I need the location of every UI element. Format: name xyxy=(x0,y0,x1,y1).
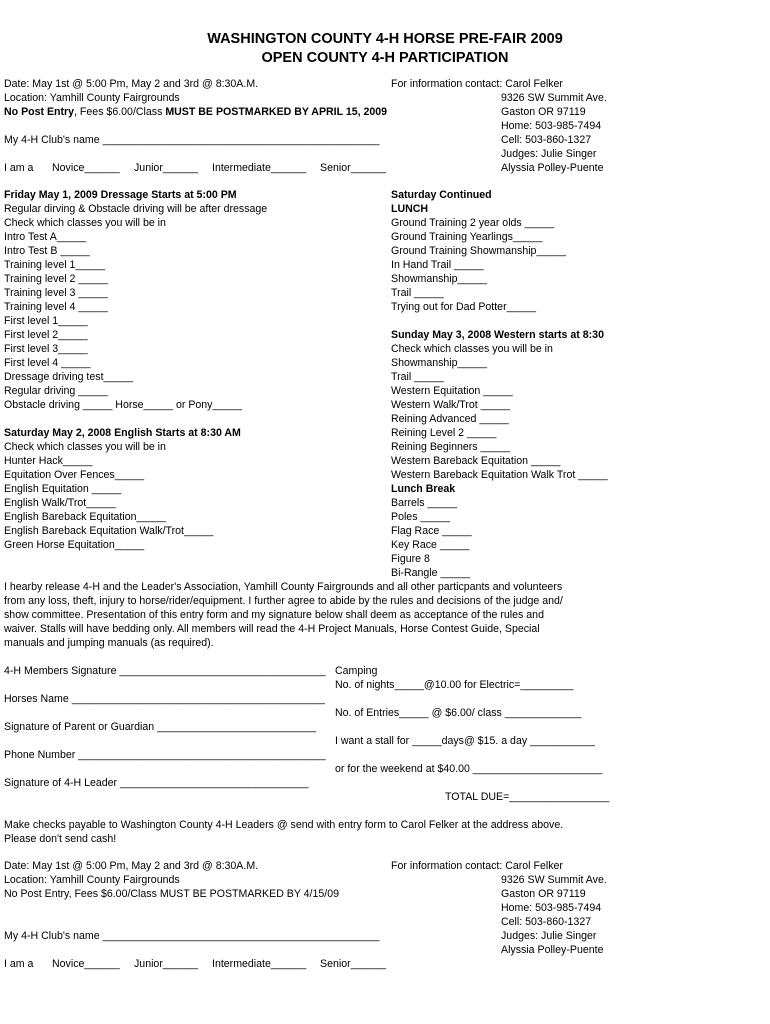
level-senior[interactable]: Senior______ xyxy=(320,162,386,174)
friday-line: Regular dirving & Obstacle driving will be after dressage xyxy=(4,203,268,215)
class-entry[interactable]: Ground Training Yearlings_____ xyxy=(391,231,543,243)
saturday-line: Check which classes you will be in xyxy=(4,441,166,453)
stub-contact-home-phone: Home: 503-985-7494 xyxy=(501,902,602,914)
postmark-deadline: MUST BE POSTMARKED BY APRIL 15, 2009 xyxy=(165,106,388,118)
sunday-heading: Sunday May 3, 2008 Western starts at 8:30 xyxy=(391,329,604,341)
stub-level-novice[interactable]: Novice______ xyxy=(52,958,120,970)
level-novice[interactable]: Novice______ xyxy=(52,162,120,174)
fees-text: , Fees $6.00/Class xyxy=(74,106,166,118)
entries-count-field[interactable]: No. of Entries_____ @ $6.00/ class _____________ xyxy=(335,707,582,719)
release-text: manuals and jumping manuals (as required). xyxy=(4,637,214,649)
class-entry[interactable]: Key Race _____ xyxy=(391,539,470,551)
stub-event-date: Date: May 1st @ 5:00 Pm, May 2 and 3rd @ 8:30A.M. xyxy=(4,860,259,872)
class-entry[interactable]: Hunter Hack_____ xyxy=(4,455,93,467)
release-text: show committee. Presentation of this entry form and my signature below shall deem as acceptance of the rules and xyxy=(4,609,544,621)
class-entry[interactable]: Intro Test A_____ xyxy=(4,231,87,243)
class-entry[interactable]: Reining Advanced _____ xyxy=(391,413,509,425)
stub-club-name-field[interactable]: My 4-H Club's name _______________________________________________ xyxy=(4,930,380,942)
class-entry[interactable]: Regular driving _____ xyxy=(4,385,108,397)
event-location: Location: Yamhill County Fairgrounds xyxy=(4,92,180,104)
contact-city: Gaston OR 97119 xyxy=(501,106,586,118)
class-entry[interactable]: Western Bareback Equitation _____ xyxy=(391,455,561,467)
post-entry-notice xyxy=(4,106,387,119)
form-title: WASHINGTON COUNTY 4-H HORSE PRE-FAIR 2009 xyxy=(207,31,563,47)
class-entry[interactable]: English Equitation _____ xyxy=(4,483,122,495)
class-entry[interactable]: Training level 4 _____ xyxy=(4,301,108,313)
contact-label: For information contact: Carol Felker xyxy=(391,78,563,90)
level-label: I am a xyxy=(4,162,34,174)
phone-number-field[interactable]: Phone Number __________________________________________ xyxy=(4,749,326,761)
judge-second: Alyssia Polley-Puente xyxy=(501,162,604,174)
parent-signature-field[interactable]: Signature of Parent or Guardian ___________________________ xyxy=(4,721,317,733)
class-entry[interactable]: Obstacle driving _____ Horse_____ or Pony_____ xyxy=(4,399,242,411)
stub-level-senior[interactable]: Senior______ xyxy=(320,958,386,970)
class-entry[interactable]: English Walk/Trot_____ xyxy=(4,497,116,509)
class-entry[interactable]: Ground Training Showmanship_____ xyxy=(391,245,566,257)
class-entry[interactable]: English Bareback Equitation_____ xyxy=(4,511,166,523)
no-cash-notice: Please don't send cash! xyxy=(4,833,117,845)
camping-nights-field[interactable]: No. of nights_____@10.00 for Electric=_________ xyxy=(335,679,574,691)
class-entry[interactable]: Intro Test B _____ xyxy=(4,245,90,257)
class-entry[interactable]: In Hand Trail _____ xyxy=(391,259,484,271)
level-intermediate[interactable]: Intermediate______ xyxy=(212,162,307,174)
friday-line: Check which classes you will be in xyxy=(4,217,166,229)
friday-heading: Friday May 1, 2009 Dressage Starts at 5:00 PM xyxy=(4,189,237,201)
class-entry[interactable]: Flag Race _____ xyxy=(391,525,472,537)
class-entry[interactable]: Ground Training 2 year olds _____ xyxy=(391,217,555,229)
stub-judge-second: Alyssia Polley-Puente xyxy=(501,944,604,956)
contact-home-phone: Home: 503-985-7494 xyxy=(501,120,602,132)
member-signature-field[interactable]: 4-H Members Signature ___________________________________ xyxy=(4,665,326,677)
class-entry[interactable]: Figure 8 xyxy=(391,553,430,565)
stall-days-field[interactable]: I want a stall for _____days@ $15. a day ___________ xyxy=(335,735,595,747)
class-entry[interactable]: Training level 2 _____ xyxy=(4,273,108,285)
form-subtitle: OPEN COUNTY 4-H PARTICIPATION xyxy=(261,50,509,66)
stub-contact-label: For information contact: Carol Felker xyxy=(391,860,563,872)
class-entry[interactable]: Poles _____ xyxy=(391,511,450,523)
payment-instructions: Make checks payable to Washington County 4-H Leaders @ send with entry form to Carol Felker at the address above. xyxy=(4,819,564,831)
lunch-heading: LUNCH xyxy=(391,203,429,215)
horse-name-field[interactable]: Horses Name ___________________________________________ xyxy=(4,693,326,705)
class-entry[interactable]: Training level 1_____ xyxy=(4,259,105,271)
class-entry[interactable]: Showmanship_____ xyxy=(391,273,488,285)
class-entry[interactable]: Western Walk/Trot _____ xyxy=(391,399,511,411)
release-text: waiver. Stalls will have bedding only. All members will read the 4-H Project Manuals, Horse Contest Guide, Special xyxy=(4,623,540,635)
class-entry[interactable]: Equitation Over Fences_____ xyxy=(4,469,145,481)
camping-label: Camping xyxy=(335,665,378,677)
stub-level-intermediate[interactable]: Intermediate______ xyxy=(212,958,307,970)
class-entry[interactable]: English Bareback Equitation Walk/Trot_____ xyxy=(4,525,214,537)
weekend-stall-field[interactable]: or for the weekend at $40.00 ______________________ xyxy=(335,763,603,775)
stub-post-notice: No Post Entry, Fees $6.00/Class MUST BE POSTMARKED BY 4/15/09 xyxy=(4,888,340,900)
class-entry[interactable]: Dressage driving test_____ xyxy=(4,371,133,383)
class-entry[interactable]: Green Horse Equitation_____ xyxy=(4,539,145,551)
club-name-field[interactable]: My 4-H Club's name _______________________________________________ xyxy=(4,134,380,146)
stub-level-junior[interactable]: Junior______ xyxy=(134,958,199,970)
class-entry[interactable]: Western Equitation _____ xyxy=(391,385,513,397)
no-post-entry: No Post Entry xyxy=(4,106,75,118)
release-text: from any loss, theft, injury to horse/rider/equipment. I further agree to abide by the rules and decisions of the judge and/ xyxy=(4,595,563,607)
stub-event-location: Location: Yamhill County Fairgrounds xyxy=(4,874,180,886)
stub-level-label: I am a xyxy=(4,958,34,970)
class-entry[interactable]: Trail _____ xyxy=(391,371,444,383)
contact-address: 9326 SW Summit Ave. xyxy=(501,92,607,104)
contact-cell-phone: Cell: 503-860-1327 xyxy=(501,134,592,146)
saturday-continued-heading: Saturday Continued xyxy=(391,189,492,201)
level-junior[interactable]: Junior______ xyxy=(134,162,199,174)
leader-signature-field[interactable]: Signature of 4-H Leader ________________________________ xyxy=(4,777,309,789)
sunday-line: Check which classes you will be in xyxy=(391,343,553,355)
stub-contact-cell-phone: Cell: 503-860-1327 xyxy=(501,916,592,928)
judges: Judges: Julie Singer xyxy=(501,148,597,160)
event-date: Date: May 1st @ 5:00 Pm, May 2 and 3rd @ 8:30A.M. xyxy=(4,78,259,90)
saturday-heading: Saturday May 2, 2008 English Starts at 8:30 AM xyxy=(4,427,241,439)
class-entry[interactable]: Bi-Rangle _____ xyxy=(391,567,470,579)
class-entry[interactable]: First level 3_____ xyxy=(4,343,88,355)
class-entry[interactable]: Showmanship_____ xyxy=(391,357,488,369)
stub-contact-city: Gaston OR 97119 xyxy=(501,888,586,900)
class-entry[interactable]: Reining Level 2 _____ xyxy=(391,427,497,439)
stub-contact-address: 9326 SW Summit Ave. xyxy=(501,874,607,886)
class-entry[interactable]: First level 1_____ xyxy=(4,315,88,327)
class-entry[interactable]: Western Bareback Equitation Walk Trot _____ xyxy=(391,469,608,481)
stub-judges: Judges: Julie Singer xyxy=(501,930,597,942)
total-due-field[interactable]: TOTAL DUE=_________________ xyxy=(445,791,610,803)
class-entry[interactable]: Barrels _____ xyxy=(391,497,457,509)
class-entry[interactable]: First level 4 _____ xyxy=(4,357,91,369)
class-entry[interactable]: Trail _____ xyxy=(391,287,444,299)
lunch-break-heading: Lunch Break xyxy=(391,483,456,495)
class-entry[interactable]: First level 2_____ xyxy=(4,329,88,341)
class-entry[interactable]: Reining Beginners _____ xyxy=(391,441,510,453)
class-entry[interactable]: Training level 3 _____ xyxy=(4,287,108,299)
class-entry[interactable]: Trying out for Dad Potter_____ xyxy=(391,301,537,313)
release-text: I hearby release 4-H and the Leader's Association, Yamhill County Fairgrounds and all other particpants and volunteers xyxy=(4,581,563,593)
